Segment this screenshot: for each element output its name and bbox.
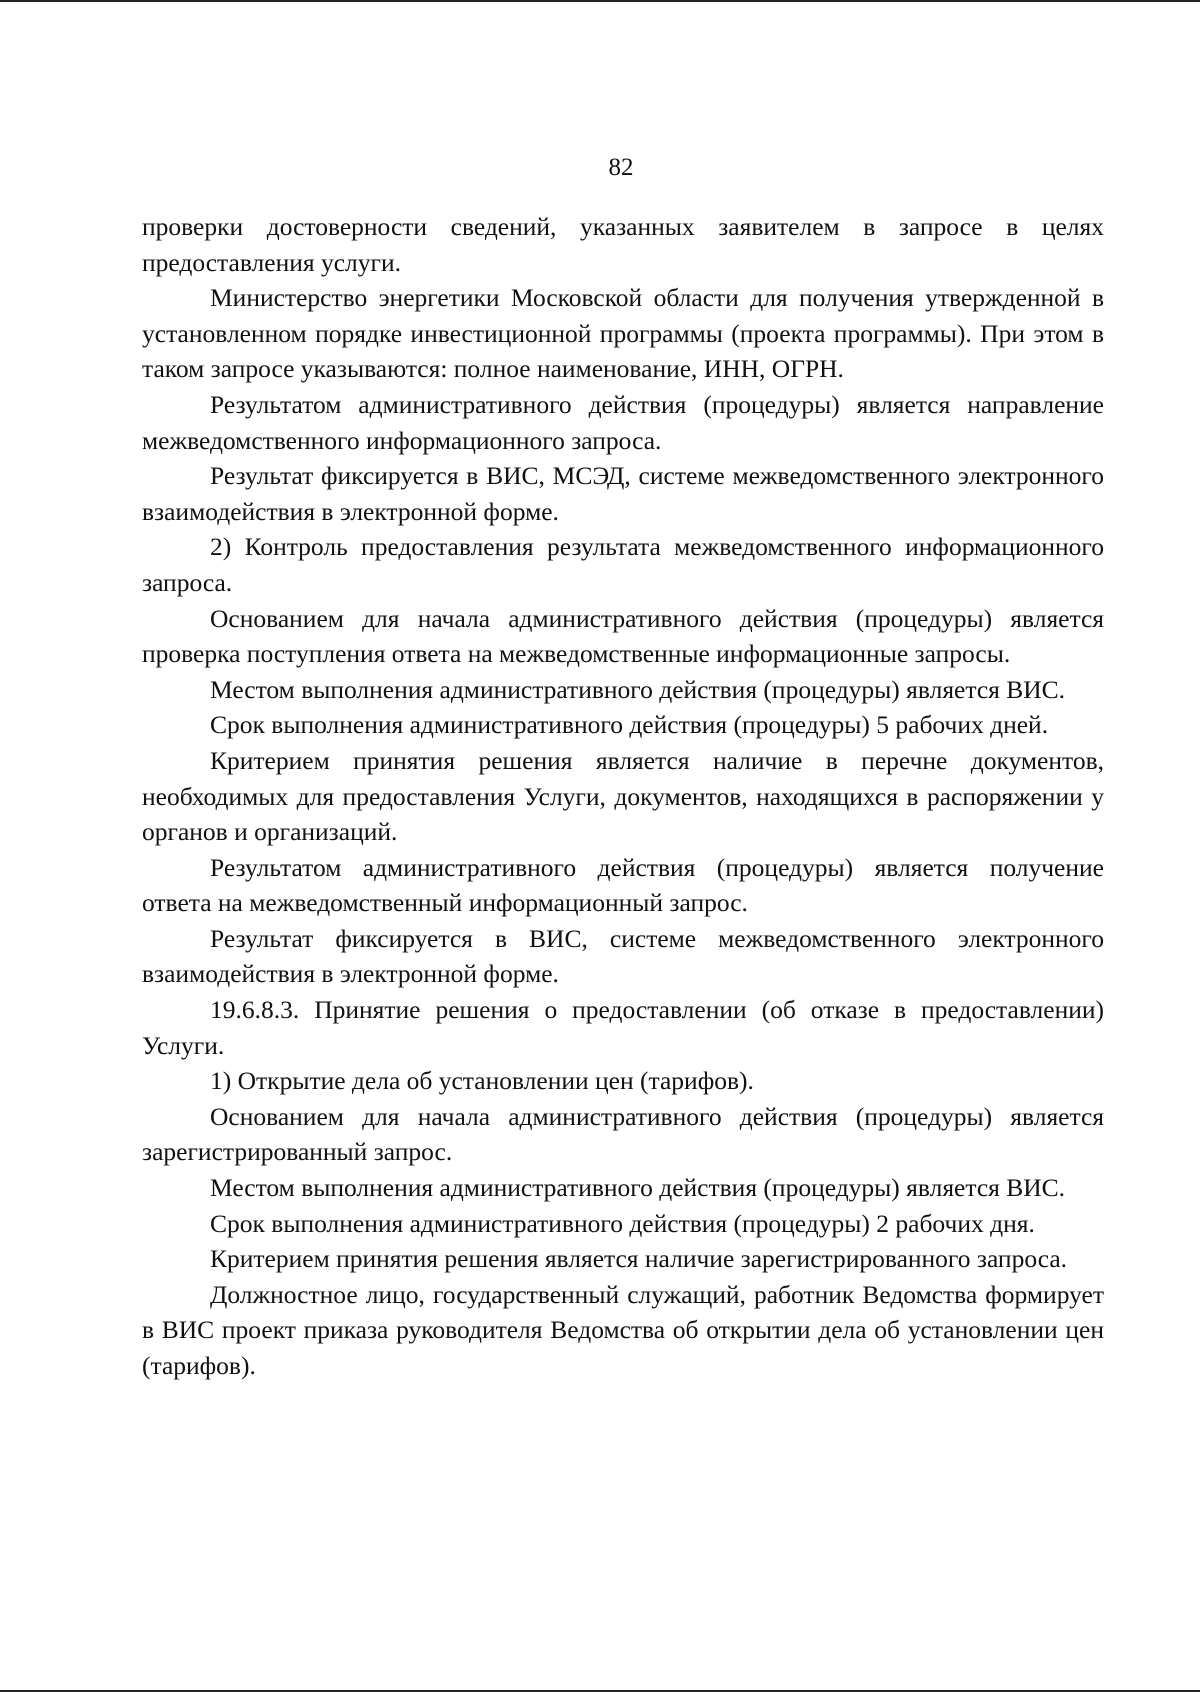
paragraph: 19.6.8.3. Принятие решения о предоставлении (об отказе в предоставлении) Услуги. <box>142 995 1104 1060</box>
paragraph: Срок выполнения административного действия (процедуры) 5 рабочих дней. <box>210 710 1049 740</box>
paragraph: 2) Контроль предоставления результата межведомственного информационного запроса. <box>142 532 1104 597</box>
paragraph: проверки достоверности сведений, указанных заявителем в запросе в целях предоставления услуги. <box>142 212 1104 277</box>
paragraph: Критерием принятия решения является наличие зарегистрированного запроса. <box>210 1244 1068 1274</box>
paragraph: 1) Открытие дела об установлении цен (тарифов). <box>210 1066 754 1096</box>
paragraph: Должностное лицо, государственный служащий, работник Ведомства формирует в ВИС проект приказа руководителя Ведомства об открытии дела об установлении цен (тарифов). <box>142 1279 1104 1380</box>
paragraph: Местом выполнения административного действия (процедуры) является ВИС. <box>210 674 1066 704</box>
paragraph: Министерство энергетики Московской области для получения утвержденной в установленном порядке инвестиционной программы (проекта программы). При этом в таком запросе указываются: полное наименование, ИНН, ОГРН. <box>142 283 1104 384</box>
scan-top-edge <box>0 0 1200 2</box>
paragraph: Результатом административного действия (процедуры) является получение ответа на межведомственный информационный запрос. <box>142 852 1104 918</box>
paragraph: Критерием принятия решения является наличие в перечне документов, необходимых для предоставления Услуги, документов, находящихся в распоряжении у органов и организаций. <box>142 745 1104 847</box>
paragraph: Результатом административного действия (процедуры) является направление межведомственного информационного запроса. <box>142 389 1104 455</box>
paragraph: Результат фиксируется в ВИС, системе межведомственного электронного взаимодействия в электронной форме. <box>142 923 1104 989</box>
page-number: 82 <box>608 154 634 181</box>
paragraph: Основанием для начала административного действия (процедуры) является зарегистрированный запрос. <box>142 1101 1104 1167</box>
document-body <box>142 209 1104 1384</box>
paragraph: Местом выполнения административного действия (процедуры) является ВИС. <box>210 1173 1066 1203</box>
paragraph: Основанием для начала административного действия (процедуры) является проверка поступления ответа на межведомственные информационные запросы. <box>142 603 1104 669</box>
paragraph: Срок выполнения административного действия (процедуры) 2 рабочих дня. <box>210 1208 1035 1238</box>
paragraph: Результат фиксируется в ВИС, МСЭД, системе межведомственного электронного взаимодействия в электронной форме. <box>142 461 1104 526</box>
